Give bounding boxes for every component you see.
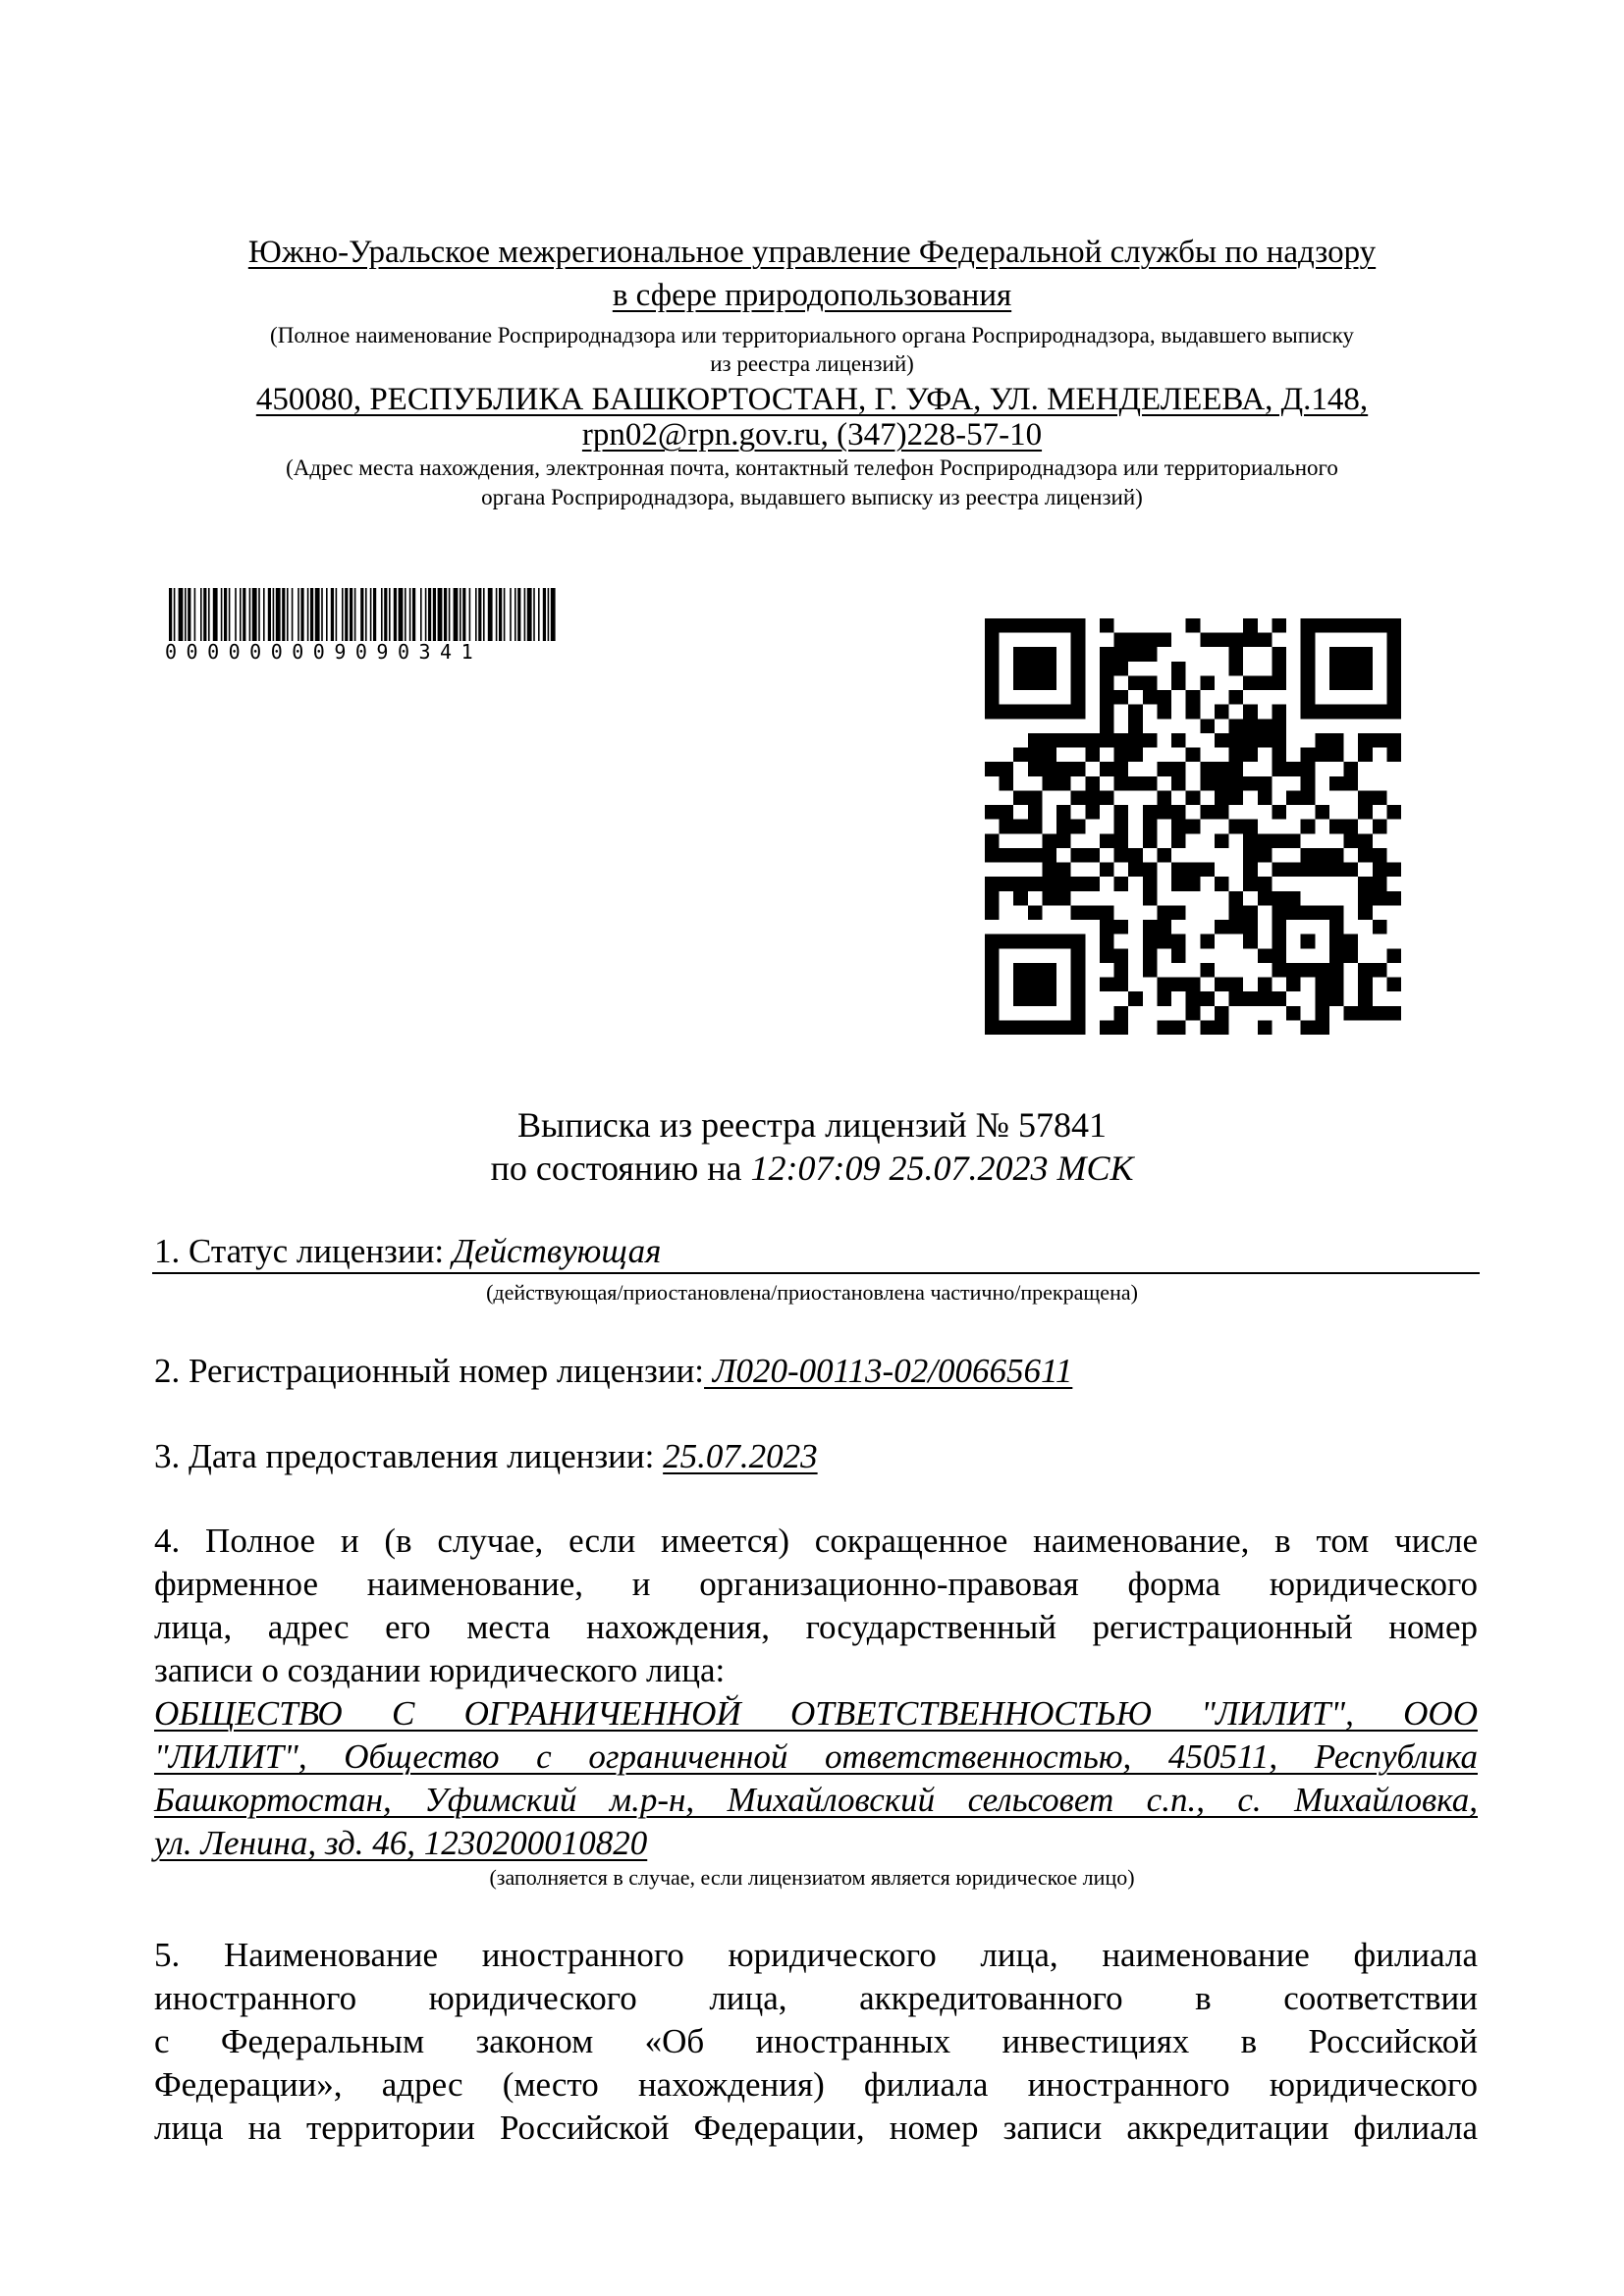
extract-as-of: по состоянию на 12:07:09 25.07.2023 МСК [490, 1148, 1134, 1188]
qr-code-image [985, 618, 1401, 1035]
license-status-value: Действующая [452, 1232, 662, 1270]
authority-address-caption-2: органа Росприроднадзора, выдавшего выписку из реестра лицензий) [481, 485, 1143, 509]
license-status: 1. Статус лицензии: Действующая [154, 1232, 662, 1270]
license-registration-number-value: Л020-00113-02/00665611 [704, 1352, 1073, 1390]
licensee-details-line-4: ул. Ленина, зд. 46, 1230200010820 [154, 1824, 648, 1862]
extract-title: Выписка из реестра лицензий № 57841 [517, 1105, 1107, 1145]
extract-as-of-value: 12:07:09 25.07.2023 МСК [750, 1148, 1134, 1188]
item-5-paragraph: 5. Наименование иностранного юридического лица, наименование филиала иностранного юридического лица, аккредитованного в соответствии с Федеральным законом «Об иностранных инвестициях в Российской Федерации», адрес (место нахождения) филиала иностранного юридического лица на территории Российской Федерации, номер записи аккредитации филиала [154, 1936, 1478, 2147]
licensee-details-line-3: Башкортостан, Уфимский м.р-н, Михайловский сельсовет с.п., с. Михайловка, [154, 1781, 1478, 1819]
licensee-details-line-1: ОБЩЕСТВО С ОГРАНИЧЕННОЙ ОТВЕТСТВЕННОСТЬЮ "ЛИЛИТ", ООО [154, 1694, 1478, 1733]
authority-name-caption-2: из реестра лицензий) [710, 351, 914, 376]
authority-address-caption-1: (Адрес места нахождения, электронная почта, контактный телефон Росприроднадзора или территориального [286, 455, 1338, 480]
licensee-details-line-2: "ЛИЛИТ", Общество с ограниченной ответственностью, 450511, Республика [154, 1737, 1478, 1776]
license-issue-date-value: 25.07.2023 [663, 1437, 818, 1475]
license-registration-number: 2. Регистрационный номер лицензии: Л020-00113-02/00665611 [154, 1352, 1073, 1390]
authority-address-line-1: 450080, РЕСПУБЛИКА БАШКОРТОСТАН, Г. УФА, УЛ. МЕНДЕЛЕЕВА, Д.148, [255, 382, 1369, 417]
license-issue-date: 3. Дата предоставления лицензии: 25.07.2023 [154, 1437, 818, 1475]
barcode-image [169, 588, 556, 641]
item-4-paragraph: 4. Полное и (в случае, если имеется) сокращенное наименование, в том числе фирменное наименование, и организационно-правовая форма юридического лица, адрес его места нахождения, государственный регистрационный номер записи о создании юридического лица: ОБЩЕСТВО С ОГРАНИЧЕННОЙ ОТВЕТСТВЕННОСТЬЮ "ЛИЛИТ", ООО "ЛИЛИТ", Общество с ограниченной ответственностью, 450511, Республика Башкортостан, Уфимский м.р-н, Михайловский сельсовет с.п., с. Михайловка, ул. Ленина, зд. 46, 1230200010820 [154, 1520, 1478, 1865]
authority-address-line-2: rpn02@rpn.gov.ru, (347)228-57-10 [581, 417, 1043, 453]
authority-name-line-2: в сфере природопользования [612, 278, 1012, 313]
barcode-digits: 000000009090341 [165, 640, 483, 664]
status-underline [152, 1272, 1480, 1274]
licensee-details-caption: (заполняется в случае, если лицензиатом является юридическое лицо) [489, 1865, 1135, 1890]
authority-name-line-1: Южно-Уральское межрегиональное управление Федеральной службы по надзору [247, 235, 1377, 270]
authority-name-caption-1: (Полное наименование Росприроднадзора или территориального органа Росприроднадзора, выдавшего выписку [270, 323, 1354, 347]
license-status-caption: (действующая/приостановлена/приостановлена частично/прекращена) [486, 1280, 1138, 1305]
